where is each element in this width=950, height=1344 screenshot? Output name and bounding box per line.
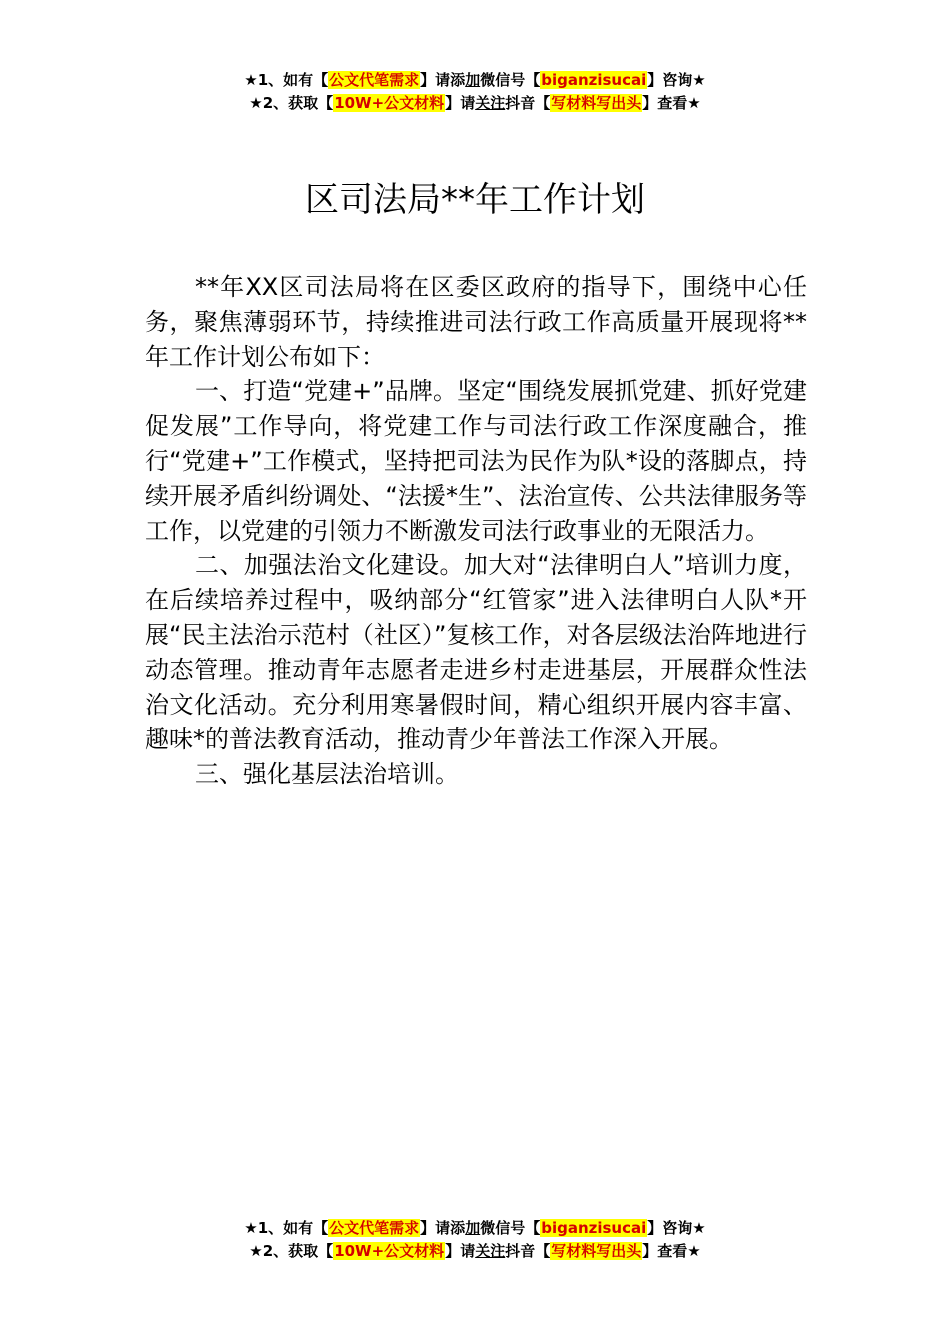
banner-highlight-douyin: 写材料写出头 <box>551 1242 642 1260</box>
banner-highlight-wechat-id: biganzisucai <box>541 71 647 89</box>
banner-text: ★2、获取【 <box>249 94 334 112</box>
paragraph-section-2: 二、加强法治文化建设。加大对“法律明白人”培训力度，在后续培养过程中，吸纳部分“红管家”进入法律明白人队*开展“民主法治示范村（社区）”复核工作，对各层级法治阵地进行动态管理。推动青年志愿者走进乡村走进基层，开展群众性法治文化活动。充分利用寒暑假时间，精心组织开展内容丰富、趣味*的普法教育活动，推动青少年普法工作深入开展。 <box>145 551 807 754</box>
banner-underline: 加 <box>465 71 481 89</box>
paragraph-section-3: 三、强化基层法治培训。 <box>195 760 459 789</box>
banner-text: 】请添 <box>420 1219 466 1237</box>
header-banner <box>0 69 950 115</box>
banner-text: 】咨询★ <box>647 71 706 89</box>
banner-text: 微信号【 <box>480 1219 541 1237</box>
banner-text: 抖音【 <box>505 1242 551 1260</box>
banner-line-1 <box>0 1217 950 1240</box>
banner-highlight-douyin: 写材料写出头 <box>551 94 642 112</box>
banner-underline: 关注 <box>475 1242 506 1260</box>
banner-line-1 <box>0 69 950 92</box>
paragraph-intro: **年XX区司法局将在区委区政府的指导下，围绕中心任务，聚焦薄弱环节，持续推进司法行政工作高质量开展现将**年工作计划公布如下： <box>145 273 807 371</box>
banner-line-2 <box>0 92 950 115</box>
banner-underline: 关注 <box>475 94 506 112</box>
banner-highlight-materials: 10W+公文材料 <box>334 94 445 112</box>
banner-text: 微信号【 <box>480 71 541 89</box>
banner-highlight-wechat-id: biganzisucai <box>541 1219 647 1237</box>
banner-text: 】查看★ <box>642 94 701 112</box>
paragraph-section-1: 一、打造“党建+”品牌。坚定“围绕发展抓党建、抓好党建促发展”工作导向，将党建工作与司法行政工作深度融合，推行“党建+”工作模式，坚持把司法为民作为队*设的落脚点，持续开展矛盾纠纷调处、“法援*生”、法治宣传、公共法律服务等工作，以党建的引领力不断激发司法行政事业的无限活力。 <box>145 377 807 545</box>
banner-text: 】咨询★ <box>647 1219 706 1237</box>
banner-highlight-materials: 10W+公文材料 <box>334 1242 445 1260</box>
banner-text: ★2、获取【 <box>249 1242 334 1260</box>
document-body <box>145 270 807 792</box>
banner-highlight-service: 公文代笔需求 <box>329 71 420 89</box>
footer-banner <box>0 1217 950 1263</box>
banner-text: 】请 <box>445 1242 476 1260</box>
banner-text: 】查看★ <box>642 1242 701 1260</box>
page-title: 区司法局**年工作计划 <box>305 180 645 220</box>
banner-highlight-service: 公文代笔需求 <box>329 1219 420 1237</box>
banner-text: 抖音【 <box>505 94 551 112</box>
banner-text: 】请 <box>445 94 476 112</box>
banner-text: ★1、如有【 <box>244 1219 329 1237</box>
banner-text: 】请添 <box>420 71 466 89</box>
banner-line-2 <box>0 1240 950 1263</box>
banner-underline: 加 <box>465 1219 481 1237</box>
banner-text: ★1、如有【 <box>244 71 329 89</box>
